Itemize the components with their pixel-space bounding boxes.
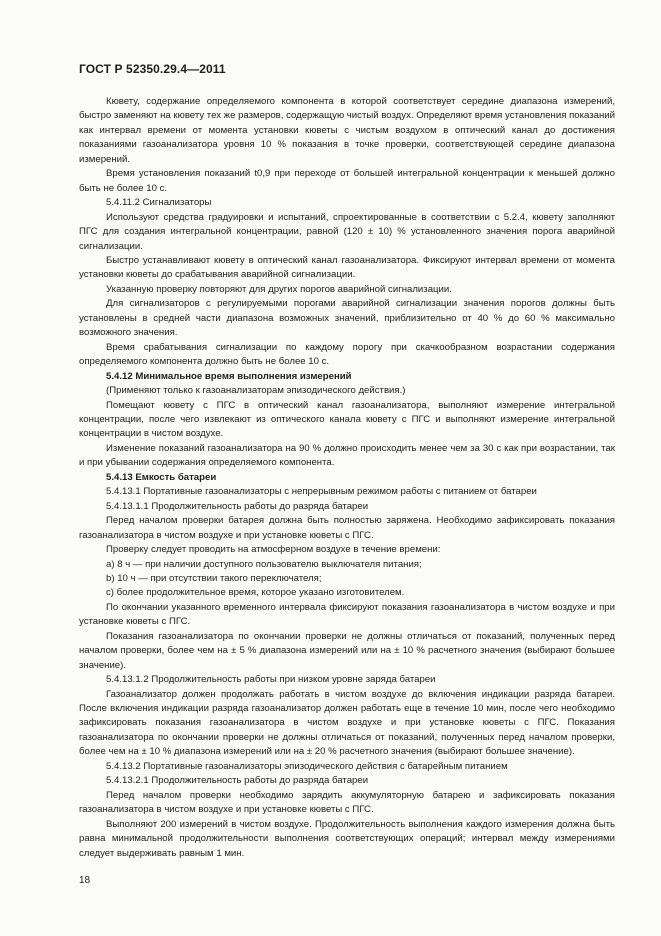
paragraph: Перед началом проверки необходимо зарядить аккумуляторную батарею и зафиксировать показания газоанализатора в чистом воздухе и при установке кюветы с ПГС. [79, 789, 615, 816]
list-item: c) более продолжительное время, которое указано изготовителем. [106, 587, 405, 599]
paragraph: Используют средства градуировки и испытаний, спроектированные в соответствии с 5.2.4, кювету заполняют ПГС для создания интегральной концентрации, равной (120 ± 10) % установленного значения порога аварийной сигнализации. [79, 211, 615, 252]
paragraph: Кювету, содержание определяемого компонента в которой соответствует середине диапазона измерений, быстро заменяют на кювету тех же размеров, содержащую чистый воздух. Определяют время установления показаний как интервал времени от момента установки кюветы с чистым воздухом в оптический канал до достижения показаниями газоанализатора уровня 10 % показания в точке проверки, соответствующей середине диапазона измерений. [79, 96, 615, 165]
paragraph: По окончании указанного временного интервала фиксируют показания газоанализатора в чистом воздухе и при установке кюветы с ПГС. [79, 601, 615, 628]
paragraph: Показания газоанализатора по окончании проверки не должны отличаться от показаний, полученных перед началом проверки, более чем на ± 5 % диапазона измерений или на ± 10 % расчетного значения (выбирают большее значение). [79, 630, 615, 671]
section-heading: 5.4.13.1.2 Продолжительность работы при низком уровне заряда батареи [106, 674, 436, 686]
section-heading: 5.4.13.1.1 Продолжительность работы до разряда батареи [106, 500, 369, 512]
page-number: 18 [79, 875, 91, 886]
paragraph: (Применяют только к газоанализаторам эпизодического действия.) [106, 385, 406, 397]
paragraph: Проверку следует проводить на атмосферном воздухе в течение времени: [106, 544, 441, 556]
paragraph: Изменение показаний газоанализатора на 90 % должно происходить менее чем за 30 с как при возрастании, так и при убывании содержания определяемого компонента. [79, 442, 615, 469]
section-heading: 5.4.11.2 Сигнализаторы [106, 197, 212, 209]
paragraph: Для сигнализаторов с регулируемыми порогами аварийной сигнализации значения порогов должны быть установлены в средней части диапазона возможных значений, приблизительно от 40 % до 60 % максимально возможного значения. [79, 298, 615, 339]
paragraph: Выполняют 200 измерений в чистом воздухе. Продолжительность выполнения каждого измерения должна быть равна минимальной продолжительности выполнения соответствующих операций; интервал между измерениями следует выдерживать равным 1 мин. [79, 818, 615, 859]
document-body [79, 95, 615, 861]
paragraph: Указанную проверку повторяют для других порогов аварийной сигнализации. [106, 283, 452, 295]
paragraph: Перед началом проверки батарея должна быть полностью заряжена. Необходимо зафиксировать показания газоанализатора в чистом воздухе и при установке кюветы с ПГС. [79, 515, 615, 541]
section-heading: 5.4.13.2 Портативные газоанализаторы эпизодического действия с батарейным питанием [106, 760, 508, 772]
section-heading: 5.4.13 Емкость батареи [106, 471, 217, 483]
paragraph: Помещают кювету с ПГС в оптический канал газоанализатора, выполняют измерение интегральной концентрации, после чего извлекают из оптического канала кювету с ПГС и выполняют измерение интегральной концентрации в чистом воздухе. [79, 399, 615, 440]
paragraph: Время срабатывания сигнализации по каждому порогу при скачкообразном возрастании содержания определяемого компонента должно быть не более 10 с. [79, 341, 615, 368]
section-heading: 5.4.13.2.1 Продолжительность работы до разряда батареи [106, 775, 369, 787]
paragraph: Быстро устанавливают кювету в оптический канал газоанализатора. Фиксируют интервал времени от момента установки кюветы до срабатывания аварийной сигнализации. [79, 254, 615, 281]
paragraph: Время установления показаний t0,9 при переходе от большей интегральной концентрации к меньшей должно быть не более 10 с. [79, 168, 615, 194]
section-heading: 5.4.12 Минимальное время выполнения измерений [106, 370, 352, 382]
section-heading: 5.4.13.1 Портативные газоанализаторы с непрерывным режимом работы с питанием от батареи [106, 486, 537, 498]
paragraph: Газоанализатор должен продолжать работать в чистом воздухе до включения индикации разряда батареи. После включения индикации разряда газоанализатор должен работать еще в течение 10 мин, после чего необходимо зафиксировать показания газоанализатора в чистом воздухе и при установке кюветы с ПГС. Показания газоанализатора по окончании проверки не должны отличаться от показаний, полученных перед началом проверки, более чем на ± 10 % диапазона измерений или на ± 20 % расчетного значения (выбирают большее значение). [79, 688, 615, 758]
list-item: a) 8 ч — при наличии доступного пользователю выключателя питания; [106, 558, 422, 570]
list-item: b) 10 ч — при отсутствии такого переключателя; [106, 572, 322, 584]
document-header: ГОСТ Р 52350.29.4—2011 [79, 62, 226, 76]
